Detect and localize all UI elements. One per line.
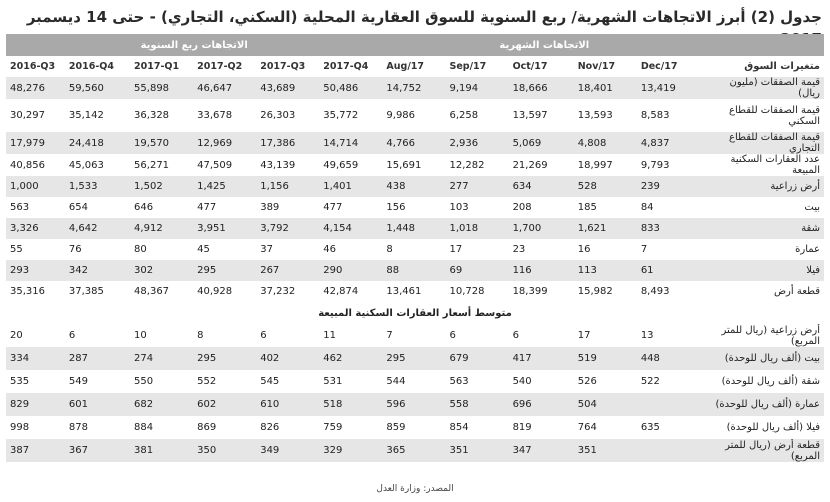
column-header: 2017-Q1 (130, 56, 193, 77)
table-cell: 8 (193, 324, 256, 347)
table-cell (637, 393, 706, 416)
table-cell: 4,837 (637, 132, 706, 154)
table-cell: 84 (637, 197, 706, 218)
table-cell: 682 (130, 393, 193, 416)
column-header-row (6, 56, 824, 77)
table-row (6, 77, 824, 99)
row-label: شقة (706, 218, 824, 239)
table-cell: 549 (65, 370, 130, 393)
table-cell: 1,000 (6, 176, 65, 197)
table-cell: 18,997 (574, 154, 637, 176)
table-cell: 55 (6, 239, 65, 260)
table-cell: 21,269 (509, 154, 574, 176)
table-cell: 59,560 (65, 77, 130, 99)
table-cell: 351 (445, 439, 508, 462)
table-cell: 504 (574, 393, 637, 416)
table-cell: 3,326 (6, 218, 65, 239)
table-row (6, 218, 824, 239)
table-cell: 6,258 (445, 99, 508, 132)
row-label: عدد العقارات السكنية المبيعة (706, 154, 824, 176)
table-cell: 14,714 (319, 132, 382, 154)
table-row (6, 132, 824, 154)
row-label: عمارة (ألف ريال للوحدة) (706, 393, 824, 416)
table-cell: 26,303 (256, 99, 319, 132)
table-cell: 696 (509, 393, 574, 416)
table-row (6, 239, 824, 260)
table-cell: 293 (6, 260, 65, 281)
table-cell: 19,570 (130, 132, 193, 154)
table-cell: 387 (6, 439, 65, 462)
table-cell: 37,232 (256, 281, 319, 302)
table-cell: 859 (382, 416, 445, 439)
table-cell: 550 (130, 370, 193, 393)
table-cell: 1,533 (65, 176, 130, 197)
table-cell: 365 (382, 439, 445, 462)
table-cell: 462 (319, 347, 382, 370)
subheader-row (6, 302, 824, 324)
table-cell: 6 (65, 324, 130, 347)
table-cell: 531 (319, 370, 382, 393)
table-cell: 9,986 (382, 99, 445, 132)
table-cell: 7 (382, 324, 445, 347)
table-cell: 267 (256, 260, 319, 281)
table-cell: 351 (574, 439, 637, 462)
table-cell: 15,982 (574, 281, 637, 302)
table-cell (637, 439, 706, 462)
table-cell: 833 (637, 218, 706, 239)
table-cell: 764 (574, 416, 637, 439)
table-cell: 601 (65, 393, 130, 416)
table-cell: 878 (65, 416, 130, 439)
table-cell: 381 (130, 439, 193, 462)
table-cell: 40,856 (6, 154, 65, 176)
table-cell: 540 (509, 370, 574, 393)
column-header: 2017-Q4 (319, 56, 382, 77)
row-label: أرض زراعية (706, 176, 824, 197)
table-cell: 24,418 (65, 132, 130, 154)
table-cell: 9,194 (445, 77, 508, 99)
table-cell: 12,282 (445, 154, 508, 176)
table-cell: 302 (130, 260, 193, 281)
table-cell: 42,874 (319, 281, 382, 302)
row-label: قطعة أرض (ريال للمتر المربع) (706, 439, 824, 462)
table-cell: 37,385 (65, 281, 130, 302)
table-cell: 23 (509, 239, 574, 260)
table-cell: 6 (445, 324, 508, 347)
table-cell: 13,419 (637, 77, 706, 99)
column-header: 2017-Q2 (193, 56, 256, 77)
table-cell: 8 (382, 239, 445, 260)
column-header: 2016-Q3 (6, 56, 65, 77)
column-header: Dec/17 (637, 56, 706, 77)
table-cell: 1,018 (445, 218, 508, 239)
table-cell: 295 (193, 260, 256, 281)
table-cell: 11 (319, 324, 382, 347)
table-cell: 545 (256, 370, 319, 393)
table-row (6, 416, 824, 439)
table-cell: 884 (130, 416, 193, 439)
table-cell: 16 (574, 239, 637, 260)
table-row (6, 99, 824, 132)
table-row (6, 439, 824, 462)
table-cell: 1,448 (382, 218, 445, 239)
row-label: قيمة الصفقات للقطاع السكني (706, 99, 824, 132)
table-cell: 290 (319, 260, 382, 281)
table-cell: 654 (65, 197, 130, 218)
table-cell: 43,689 (256, 77, 319, 99)
column-header: Aug/17 (382, 56, 445, 77)
table-row (6, 197, 824, 218)
table-cell: 342 (65, 260, 130, 281)
table-cell: 47,509 (193, 154, 256, 176)
column-header: 2017-Q3 (256, 56, 319, 77)
table-cell: 334 (6, 347, 65, 370)
table-cell: 826 (256, 416, 319, 439)
table-cell: 113 (574, 260, 637, 281)
table-cell: 18,401 (574, 77, 637, 99)
table-cell: 12,969 (193, 132, 256, 154)
column-header: Oct/17 (509, 56, 574, 77)
table-cell: 819 (509, 416, 574, 439)
table-cell: 558 (445, 393, 508, 416)
table-cell: 477 (193, 197, 256, 218)
table-cell: 1,502 (130, 176, 193, 197)
table-cell: 6 (256, 324, 319, 347)
table-cell: 563 (445, 370, 508, 393)
column-header: Nov/17 (574, 56, 637, 77)
table-cell: 46,647 (193, 77, 256, 99)
row-label: عمارة (706, 239, 824, 260)
table-cell: 35,316 (6, 281, 65, 302)
table-cell: 287 (65, 347, 130, 370)
table-cell: 13,597 (509, 99, 574, 132)
table-cell: 349 (256, 439, 319, 462)
group-header-quarterly: الاتجاهات ربع السنوية (6, 34, 382, 56)
table-cell: 4,808 (574, 132, 637, 154)
table-cell: 80 (130, 239, 193, 260)
table-cell: 17,386 (256, 132, 319, 154)
column-header: 2016-Q4 (65, 56, 130, 77)
table-row (6, 154, 824, 176)
table-cell: 2,936 (445, 132, 508, 154)
table-cell: 35,772 (319, 99, 382, 132)
row-label: قيمة الصفقات للقطاع التجاري (706, 132, 824, 154)
group-header-monthly: الاتجاهات الشهرية (382, 34, 706, 56)
row-label: شقة (ألف ريال للوحدة) (706, 370, 824, 393)
table-cell: 526 (574, 370, 637, 393)
table-cell: 48,276 (6, 77, 65, 99)
table-cell: 277 (445, 176, 508, 197)
column-header: Sep/17 (445, 56, 508, 77)
table-cell: 46 (319, 239, 382, 260)
real-estate-trends-table (6, 34, 824, 462)
table-cell: 13 (637, 324, 706, 347)
table-cell: 635 (637, 416, 706, 439)
table-cell: 759 (319, 416, 382, 439)
table-cell: 45,063 (65, 154, 130, 176)
table-cell: 998 (6, 416, 65, 439)
column-header-variables: متغيرات السوق (706, 56, 824, 77)
table-cell: 13,593 (574, 99, 637, 132)
table-cell: 1,156 (256, 176, 319, 197)
table-cell: 417 (509, 347, 574, 370)
table-cell: 20 (6, 324, 65, 347)
table-cell: 5,069 (509, 132, 574, 154)
table-cell: 45 (193, 239, 256, 260)
table-cell: 61 (637, 260, 706, 281)
table-cell: 646 (130, 197, 193, 218)
table-cell: 522 (637, 370, 706, 393)
table-cell: 10,728 (445, 281, 508, 302)
table-cell: 14,752 (382, 77, 445, 99)
row-label: بيت (ألف ريال للوحدة) (706, 347, 824, 370)
section-subheader: متوسط أسعار العقارات السكنية المبيعة (6, 302, 824, 324)
table-cell: 274 (130, 347, 193, 370)
table-cell: 634 (509, 176, 574, 197)
row-label: فيلا (ألف ريال للوحدة) (706, 416, 824, 439)
table-cell: 1,425 (193, 176, 256, 197)
table-cell: 3,792 (256, 218, 319, 239)
table-cell: 519 (574, 347, 637, 370)
row-label: أرض زراعية (ريال للمتر المربع) (706, 324, 824, 347)
table-cell: 8,583 (637, 99, 706, 132)
table-row (6, 393, 824, 416)
table-cell: 367 (65, 439, 130, 462)
table-cell: 40,928 (193, 281, 256, 302)
table-cell: 679 (445, 347, 508, 370)
table-row (6, 370, 824, 393)
table-cell: 35,142 (65, 99, 130, 132)
table-cell: 17 (445, 239, 508, 260)
table-cell: 602 (193, 393, 256, 416)
table-cell: 208 (509, 197, 574, 218)
table-cell: 185 (574, 197, 637, 218)
table-title: جدول (2) أبرز الاتجاهات الشهرية/ ربع السنوية للسوق العقارية المحلية (السكني، التجاري) - حتى 14 ديسمبر (26, 8, 822, 26)
row-label: بيت (706, 197, 824, 218)
table-cell: 477 (319, 197, 382, 218)
row-label: فيلا (706, 260, 824, 281)
table-cell: 347 (509, 439, 574, 462)
table-cell: 438 (382, 176, 445, 197)
group-header-blank (706, 34, 824, 56)
table-cell: 43,139 (256, 154, 319, 176)
table-cell: 6 (509, 324, 574, 347)
table-cell: 4,154 (319, 218, 382, 239)
row-label: قطعة أرض (706, 281, 824, 302)
table-cell: 50,486 (319, 77, 382, 99)
table-cell: 88 (382, 260, 445, 281)
table-cell: 389 (256, 197, 319, 218)
table-cell: 156 (382, 197, 445, 218)
row-label: قيمة الصفقات (مليون ريال) (706, 77, 824, 99)
table-cell: 103 (445, 197, 508, 218)
source-note: المصدر: وزارة العدل (376, 484, 454, 494)
table-row (6, 347, 824, 370)
table-cell: 55,898 (130, 77, 193, 99)
table-cell: 1,700 (509, 218, 574, 239)
table-cell: 4,766 (382, 132, 445, 154)
group-header-row (6, 34, 824, 56)
table-cell: 9,793 (637, 154, 706, 176)
table-cell: 10 (130, 324, 193, 347)
table-cell: 7 (637, 239, 706, 260)
table-cell: 69 (445, 260, 508, 281)
table-cell: 4,642 (65, 218, 130, 239)
table-row (6, 260, 824, 281)
table-row (6, 281, 824, 302)
table-row (6, 176, 824, 197)
table-cell: 239 (637, 176, 706, 197)
table-cell: 18,399 (509, 281, 574, 302)
table-cell: 13,461 (382, 281, 445, 302)
table-cell: 49,659 (319, 154, 382, 176)
table-cell: 1,621 (574, 218, 637, 239)
table-cell: 295 (382, 347, 445, 370)
table-cell: 329 (319, 439, 382, 462)
table-cell: 17 (574, 324, 637, 347)
table-cell: 596 (382, 393, 445, 416)
table-cell: 552 (193, 370, 256, 393)
table-cell: 563 (6, 197, 65, 218)
table-cell: 518 (319, 393, 382, 416)
table-cell: 544 (382, 370, 445, 393)
table-cell: 18,666 (509, 77, 574, 99)
table-cell: 15,691 (382, 154, 445, 176)
table-cell: 295 (193, 347, 256, 370)
table-row (6, 324, 824, 347)
table-cell: 8,493 (637, 281, 706, 302)
table-cell: 4,912 (130, 218, 193, 239)
table-cell: 76 (65, 239, 130, 260)
table-cell: 402 (256, 347, 319, 370)
table-cell: 869 (193, 416, 256, 439)
table-cell: 17,979 (6, 132, 65, 154)
table-cell: 829 (6, 393, 65, 416)
table-cell: 1,401 (319, 176, 382, 197)
table-cell: 36,328 (130, 99, 193, 132)
table-cell: 56,271 (130, 154, 193, 176)
table-cell: 116 (509, 260, 574, 281)
table-cell: 610 (256, 393, 319, 416)
table-cell: 37 (256, 239, 319, 260)
table-cell: 448 (637, 347, 706, 370)
table-cell: 528 (574, 176, 637, 197)
table-cell: 48,367 (130, 281, 193, 302)
table-cell: 535 (6, 370, 65, 393)
table-cell: 3,951 (193, 218, 256, 239)
table-cell: 854 (445, 416, 508, 439)
table-cell: 33,678 (193, 99, 256, 132)
table-cell: 30,297 (6, 99, 65, 132)
table-cell: 350 (193, 439, 256, 462)
